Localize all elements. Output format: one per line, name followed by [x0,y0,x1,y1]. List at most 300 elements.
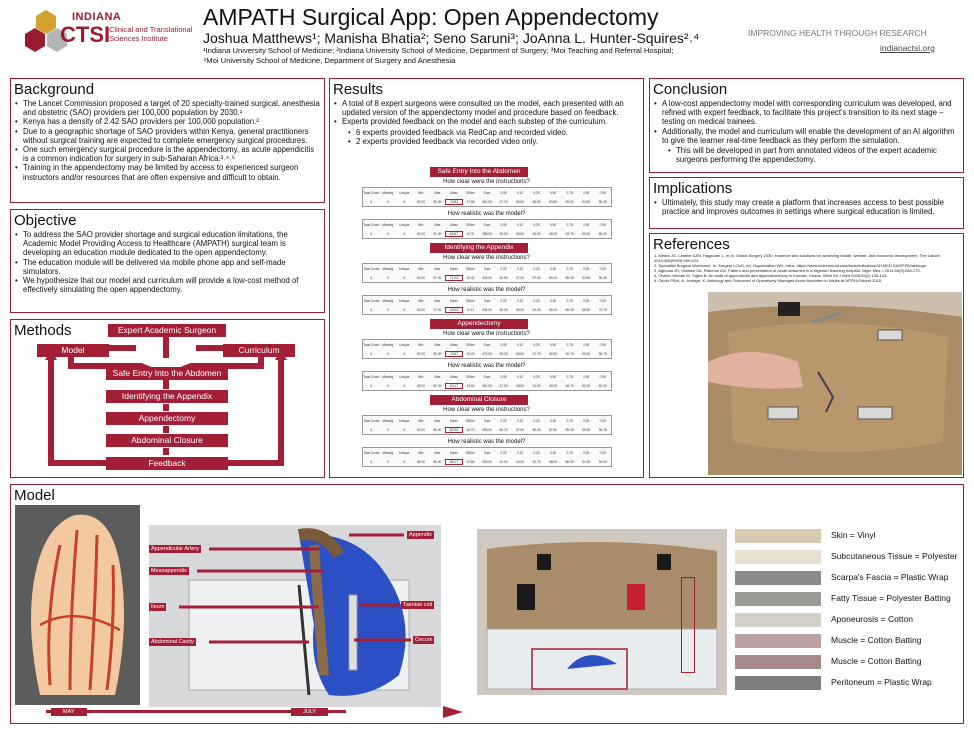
stats-header-cell: 0.05 [500,342,507,347]
stats-cell: 93.50 [582,275,591,280]
stats-cell: 6 [370,275,373,280]
stats-cell: 91.00 [433,231,442,236]
stats-header-cell: Sum [483,342,491,347]
objective-panel [10,209,325,313]
stats-header-cell: 0.25 [533,222,540,227]
objective-title: Objective [14,212,77,229]
stats-header-cell: Total Count [363,374,380,379]
results-question: How realistic was the model? [447,287,526,293]
stats-table-row [363,457,611,466]
stats-cell: 86.00 [565,459,574,464]
stats-cell: 87.50 [549,427,558,432]
stats-table-row [363,381,611,390]
results-item: • Experts provided feedback on the model and each substep of the curriculum. [334,117,639,126]
results-question: How realistic was the model? [447,211,526,217]
stats-header-cell: StDev [466,298,475,303]
intestine-model-drawing [15,505,140,705]
stats-cell: 60.17 [446,384,463,388]
stats-cell: 55.00 [582,231,591,236]
stats-header-cell: Mean [449,342,458,347]
stats-table [362,295,612,315]
stats-cell: 46.00 [532,231,541,236]
results-title: Results [333,81,384,98]
objective-item: • The education module will be delivered via mobile phone app and self-made simulators. [15,258,320,276]
stats-header-cell: 0.75 [566,450,573,455]
reference-item: 1. Meara JG, Leather AJM, Hagander L, et al. Global Surgery 2030: evidence and solutions for achieving health, welfare, and economic development. The Lancet 2015;386(9993):569-624. [654,253,940,263]
stats-header-cell: Unique [399,342,410,347]
stats-header-cell: Max [434,266,441,271]
stats-cell: 82.00 [582,383,591,388]
stats-cell: 70.75 [598,307,607,312]
stats-header-cell: Max [434,374,441,379]
stats-cell: 98.00 [433,427,442,432]
stats-header-cell: 0.90 [583,450,590,455]
ctsi-link[interactable]: indianactsi.org [880,43,935,53]
stats-cell: 65.00 [598,231,607,236]
stats-cell: 71.00 [446,276,463,280]
methods-panel [10,319,325,478]
label-pointer-arrows [149,525,441,707]
stats-header-cell: Mean [449,222,458,227]
stats-header-cell: Mean [449,450,458,455]
intestine-model-photo [15,505,140,705]
affiliations-2: ⁴Moi University School of Medicine, Department of Surgery and Anesthesia [203,56,456,65]
logo-word: INDIANA [72,11,122,23]
stats-header-cell: Sum [483,298,491,303]
stats-cell: 6 [370,231,373,236]
stats-header-cell: Min [418,342,424,347]
layer-legend-item [735,634,949,648]
objective-item: • We hypothesize that our model and curriculum will provide a low-cost method of effectively simulating the open appendectomy. [15,276,320,294]
stats-header-cell: 0.50 [550,418,557,423]
stats-header-cell: 0.50 [550,266,557,271]
stats-header-cell: Sum [483,266,491,271]
logo-abbr: CTSI [60,22,111,47]
stats-cell: 15.23 [466,351,475,356]
stats-cell: 65.67 [446,232,463,236]
stats-cell: 33.00 [416,307,425,312]
stats-header-cell: Unique [399,222,410,227]
expert-surgeon-box: Expert Academic Surgeon [108,324,226,337]
results-section [330,167,643,243]
stats-table-row [363,229,611,238]
stats-header-cell: Missing [382,374,394,379]
stats-cell: 409.00 [482,459,492,464]
results-subitem: • 2 experts provided feedback via recorded video only. [348,137,639,146]
stats-header-cell: 0.90 [583,298,590,303]
stats-table [362,219,612,239]
stats-header-cell: 0.90 [583,266,590,271]
stats-cell: 5 [403,199,406,204]
stats-cell: 0 [386,199,389,204]
stats-header-cell: Max [434,450,441,455]
layer-legend-item [735,613,949,627]
label-appendix: Appendix [409,532,432,538]
feedback-box: Feedback [106,457,228,470]
stats-cell: 80.00 [549,275,558,280]
stats-cell: 60.00 [549,383,558,388]
stats-cell: 6 [370,459,373,464]
stats-cell: 6 [370,307,373,312]
stats-header-cell: Max [434,222,441,227]
results-section-banner: Abdominal Closure [430,395,528,405]
stats-header-cell: Total Count [363,266,380,271]
stats-table-row [363,425,611,434]
stats-header-cell: Max [434,190,441,195]
stats-header-cell: Max [434,298,441,303]
stats-table-header [363,220,611,229]
stats-header-cell: StDev [466,418,475,423]
stats-header-cell: 0.05 [500,266,507,271]
stats-header-cell: 0.95 [599,418,606,423]
stats-cell: 27.58 [466,199,475,204]
layer-legend-item [735,655,949,669]
layer-legend-item [735,592,949,606]
stats-cell: 426.00 [482,275,492,280]
stats-cell: 0 [386,383,389,388]
stats-header-cell: Missing [382,342,394,347]
stats-table-row [363,273,611,282]
stats-cell: 6 [403,307,406,312]
stats-header-cell: 0.95 [599,342,606,347]
stats-table [362,187,612,207]
conclusion-subitem: • This will be developed in part from annotated videos of the expert academic surgeons performing the appendectomy. [668,146,959,164]
stats-cell: 6 [403,231,406,236]
stats-cell: 80.25 [532,427,541,432]
stats-cell: 95.50 [582,427,591,432]
layer-label: Aponeurosis = Cotton [831,614,913,624]
stats-header-cell: StDev [466,450,475,455]
stats-cell: 0 [386,275,389,280]
stats-cell: 461.00 [482,199,492,204]
stats-cell: 6 [370,383,373,388]
results-question: How clear were the instructions? [443,179,530,185]
stats-cell: 36.50 [516,231,525,236]
stats-cell: 95.00 [565,427,574,432]
stats-header-cell: 0.95 [599,266,606,271]
stats-cell: 0 [386,351,389,356]
stats-header-cell: 0.75 [566,342,573,347]
stats-header-cell: 0.50 [550,222,557,227]
stats-header-cell: 0.10 [516,374,524,379]
stats-cell: 82.00 [598,383,607,388]
stats-header-cell: StDev [466,190,475,195]
stats-header-cell: Max [434,342,441,347]
label-cecum: Cecum [415,637,433,643]
stats-table-header [363,296,611,305]
stats-cell: 30.00 [499,231,508,236]
conclusion-panel [649,78,964,173]
stats-cell: 96.75 [598,427,607,432]
stats-header-cell: Mean [449,190,458,195]
background-item: • Training in the appendectomy may be limited by access to experienced surgeon instructors and/or resources that are often expensive and difficult to obtain. [15,163,320,181]
stats-header-cell: Unique [399,266,410,271]
stats-header-cell: 0.75 [566,190,573,195]
affiliations-1: ¹Indiana University School of Medicine; ²Indiana University School of Medicine, Department of Surgery; ³Moi Teaching and Referral Hospital; [203,46,674,55]
stats-header-cell: Min [418,298,424,303]
timeline-may: MAY [51,708,87,716]
stats-header-cell: 0.25 [533,190,540,195]
stats-header-cell: Total Count [363,418,380,423]
stats-cell: 48.00 [416,383,425,388]
stats-cell: 96.75 [598,351,607,356]
conclusion-item: • A low-cost appendectomy model with corresponding curriculum was developed, and refined with expert feedback, to facilitate this project's transition to its next stage – testing on medical trainees. [654,99,959,127]
stats-cell: 35.25 [499,307,508,312]
reference-item: 2. Specialist Surgical Workforce. In: Surgery LOoG, ed. Organization WH, trans. https://www.indexmundi.com/facts/indicators/SH.MED.SAOP.P5/rankings [654,263,926,268]
stats-cell: 95.00 [582,351,591,356]
stats-table-header [363,372,611,381]
stats-header-cell: 0.95 [599,298,606,303]
method-step-appendectomy: Appendectomy [106,412,228,425]
stats-cell: 44.00 [516,459,525,464]
reference-item: 3. Agboola JO, Olatoke SA, Rahman GA. Pattern and presentation of acute abdomen in a Nigerian teaching hospital. Niger Med J 2014;55(3):266-270. [654,268,921,273]
stats-cell: 50.00 [416,351,425,356]
stats-cell: 49.00 [446,308,463,312]
results-question: How realistic was the model? [447,363,526,369]
stats-cell: 48.00 [516,383,525,388]
results-question: How clear were the instructions? [443,407,530,413]
stats-cell: 30.00 [416,427,425,432]
stats-cell: 98.00 [433,199,442,204]
logo-sub2: Sciences Institute [109,34,168,43]
stats-header-cell: 0.50 [550,450,557,455]
layer-label: Skin = Vinyl [831,530,876,540]
layer-swatch [735,655,821,669]
stats-header-cell: Unique [399,418,410,423]
label-ileum: Ileum [151,604,165,610]
stats-header-cell: 0.25 [533,450,540,455]
results-question: How clear were the instructions? [443,255,530,261]
stats-cell: 91.00 [582,459,591,464]
stats-table-row [363,197,611,206]
poster-authors: Joshua Matthews¹; Manisha Bhatia²; Seno Saruni³; JoAnna L. Hunter-Squires²˒⁴ [203,30,700,46]
stats-cell: 13.60 [466,383,475,388]
stats-table [362,415,612,435]
stats-header-cell: 0.90 [583,374,590,379]
stats-header-cell: Missing [382,266,394,271]
model-panel [10,484,964,724]
stats-table-header [363,340,611,349]
stats-header-cell: Missing [382,190,394,195]
stats-cell: 0 [386,231,389,236]
stats-header-cell: Mean [449,298,458,303]
background-item: • One such emergency surgical procedure is the appendectomy, as acute appendicitis is a common indication for surgery in sub-Saharan Africa.³˒⁴˒⁵ [15,145,320,163]
stats-header-cell: 0.50 [550,374,557,379]
stats-cell: 35.00 [516,307,525,312]
stats-header-cell: Sum [483,222,491,227]
stats-cell: 53.25 [499,351,508,356]
stats-header-cell: 0.10 [516,222,524,227]
stats-cell: 361.00 [482,383,492,388]
stats-header-cell: Sum [483,450,491,455]
model-title: Model [14,487,55,504]
layer-swatch [735,676,821,690]
conclusion-title: Conclusion [653,81,728,98]
background-item: • Kenya has a density of 2.42 SAO providers per 100,000 population.² [15,117,320,126]
label-abdominal-cavity: Abdominal Cavity [151,639,194,645]
layer-swatch [735,571,821,585]
stats-cell: 95.25 [598,275,607,280]
stats-header-cell: 0.05 [500,418,507,423]
stats-header-cell: 0.90 [583,342,590,347]
stats-cell: 472.00 [482,351,492,356]
stats-cell: 33.00 [416,199,425,204]
stats-cell: 30.00 [416,231,425,236]
stats-header-cell: Mean [449,374,458,379]
conclusion-item: • Additionally, the model and curriculum will enable the development of an AI algorithm to give the learner real-time feedback as they perform the simulation. [654,127,959,145]
stats-cell: 56.50 [516,351,525,356]
results-subitem: • 6 experts provided feedback via RedCap and recorded video. [348,128,639,137]
stats-cell: 6 [403,275,406,280]
layer-legend-item [735,550,958,564]
stats-header-cell: Unique [399,374,410,379]
results-section [330,319,643,395]
stats-cell: 58.75 [499,427,508,432]
layer-legend-item [735,676,949,690]
stats-cell: 6 [370,199,373,204]
references-panel [649,233,964,478]
tagline: IMPROVING HEALTH THROUGH RESEARCH [748,28,927,38]
stats-header-cell: 0.05 [500,374,507,379]
stats-cell: 80.50 [549,351,558,356]
stats-cell: 72.00 [433,307,442,312]
stats-cell: 98.00 [433,459,442,464]
stats-header-cell: 0.75 [566,374,573,379]
stats-header-cell: 0.25 [533,374,540,379]
stats-table-header [363,448,611,457]
stats-cell: 24.00 [416,275,425,280]
stats-table-row [363,349,611,358]
layer-label: Scarpa's Fascia = Plastic Wrap [831,572,949,582]
layer-swatch [735,529,821,543]
stats-header-cell: Missing [382,298,394,303]
stats-header-cell: 0.10 [516,418,524,423]
stats-header-cell: Unique [399,190,410,195]
stats-cell: 96.25 [598,199,607,204]
stats-header-cell: 0.50 [550,190,557,195]
stats-cell: 0 [386,459,389,464]
stats-header-cell: 0.25 [533,298,540,303]
stats-header-cell: StDev [466,266,475,271]
stats-cell: 94.00 [598,459,607,464]
stats-header-cell: 0.10 [516,342,524,347]
reference-item: 5. Okoth PBW, A., Imbaya, K. Aetiology and Outcomes of Operatively Managed Acute Abdomen in Adults At MTRH-Eldoret 2016. [654,278,883,283]
stats-cell: 48.00 [549,231,558,236]
background-panel [10,78,325,203]
stats-header-cell: Sum [483,418,491,423]
stats-cell: 51.25 [532,307,541,312]
stats-header-cell: StDev [466,342,475,347]
results-item: • A total of 8 expert surgeons were consulted on the model, each presented with an updated version of the appendectomy model and procedure based on feedback. [334,99,639,117]
method-step-closure: Abdominal Closure [106,434,228,447]
stats-header-cell: 0.95 [599,222,606,227]
model-box: Model [37,344,109,357]
stats-cell: 0 [386,307,389,312]
stats-cell: 52.75 [532,459,541,464]
layer-swatch [735,634,821,648]
layer-swatch [735,613,821,627]
stats-header-cell: 0.90 [583,190,590,195]
stats-header-cell: 0.25 [533,418,540,423]
simulator-photo-drawing [708,292,962,475]
results-question: How realistic was the model? [447,439,526,445]
stats-cell: 68.50 [582,307,591,312]
implications-panel [649,177,964,229]
results-section [330,243,643,319]
stats-cell: 37.75 [499,199,508,204]
background-item: • Due to a geographic shortage of SAO providers within Kenya, general practitioners without surgical training are expected to complete emergency surgical procedures. [15,127,320,145]
stats-cell: 57.50 [532,275,541,280]
stats-header-cell: Min [418,418,424,423]
stats-header-cell: 0.05 [500,450,507,455]
layer-callout-box [681,577,695,673]
stats-table [362,371,612,391]
stats-cell: 50.00 [549,307,558,312]
stats-cell: 47.00 [499,383,508,388]
layer-swatch [735,550,821,564]
stats-header-cell: 0.25 [533,342,540,347]
stats-header-cell: Min [418,222,424,227]
method-step-identify: Identifying the Appendix [106,390,228,403]
label-taeniae-coli: Taeniae coli [403,602,433,608]
stats-header-cell: 0.10 [516,450,524,455]
stats-header-cell: Min [418,190,424,195]
stats-header-cell: Mean [449,266,458,271]
references-title: References [653,236,730,253]
layer-swatch [735,592,821,606]
layer-legend-item [735,529,949,543]
stats-cell: 90.75 [565,351,574,356]
stats-cell: 50.50 [516,199,525,204]
layer-label: Subcutaneous Tissue = Polyester [831,551,958,561]
stats-cell: 6 [370,351,373,356]
stats-header-cell: 0.05 [500,222,507,227]
stats-header-cell: Min [418,450,424,455]
layer-legend-item [735,571,949,585]
stats-header-cell: StDev [466,374,475,379]
stats-header-cell: Total Count [363,190,380,195]
stats-cell: 66.75 [565,383,574,388]
stats-header-cell: Total Count [363,450,380,455]
stats-header-cell: 0.90 [583,418,590,423]
stats-cell: 51.00 [532,383,541,388]
stats-cell: 68.17 [446,460,463,464]
stats-header-cell: Sum [483,190,491,195]
stats-table-header [363,416,611,425]
stats-cell: 6 [403,383,406,388]
stats-cell: 98.00 [433,351,442,356]
stats-header-cell: 0.10 [516,190,524,195]
methods-title: Methods [14,322,72,339]
stats-cell: 38.00 [416,459,425,464]
objective-item: • To address the SAO provider shortage and surgical education limitations, the Academic Model Providing Access to Healthcare (AMPATH) surgical team is developing an education module dedicated to the open appendectomy. [15,230,320,258]
background-title: Background [14,81,95,98]
stats-cell: 26.00 [466,275,475,280]
stats-table-header [363,264,611,273]
stats-header-cell: Missing [382,450,394,455]
stats-cell: 49.75 [565,231,574,236]
poster-title: AMPATH Surgical App: Open Appendectomy [203,4,659,30]
method-step-safe-entry: Safe Entry Into the Abdomen [106,367,228,380]
stats-header-cell: 0.05 [500,298,507,303]
implications-title: Implications [653,180,733,197]
stats-header-cell: Total Count [363,222,380,227]
results-question: How clear were the instructions? [443,331,530,337]
stats-header-cell: Total Count [363,342,380,347]
layer-label: Muscle = Cotton Batting [831,656,922,666]
stats-cell: 83.50 [549,199,558,204]
stats-header-cell: Unique [399,298,410,303]
